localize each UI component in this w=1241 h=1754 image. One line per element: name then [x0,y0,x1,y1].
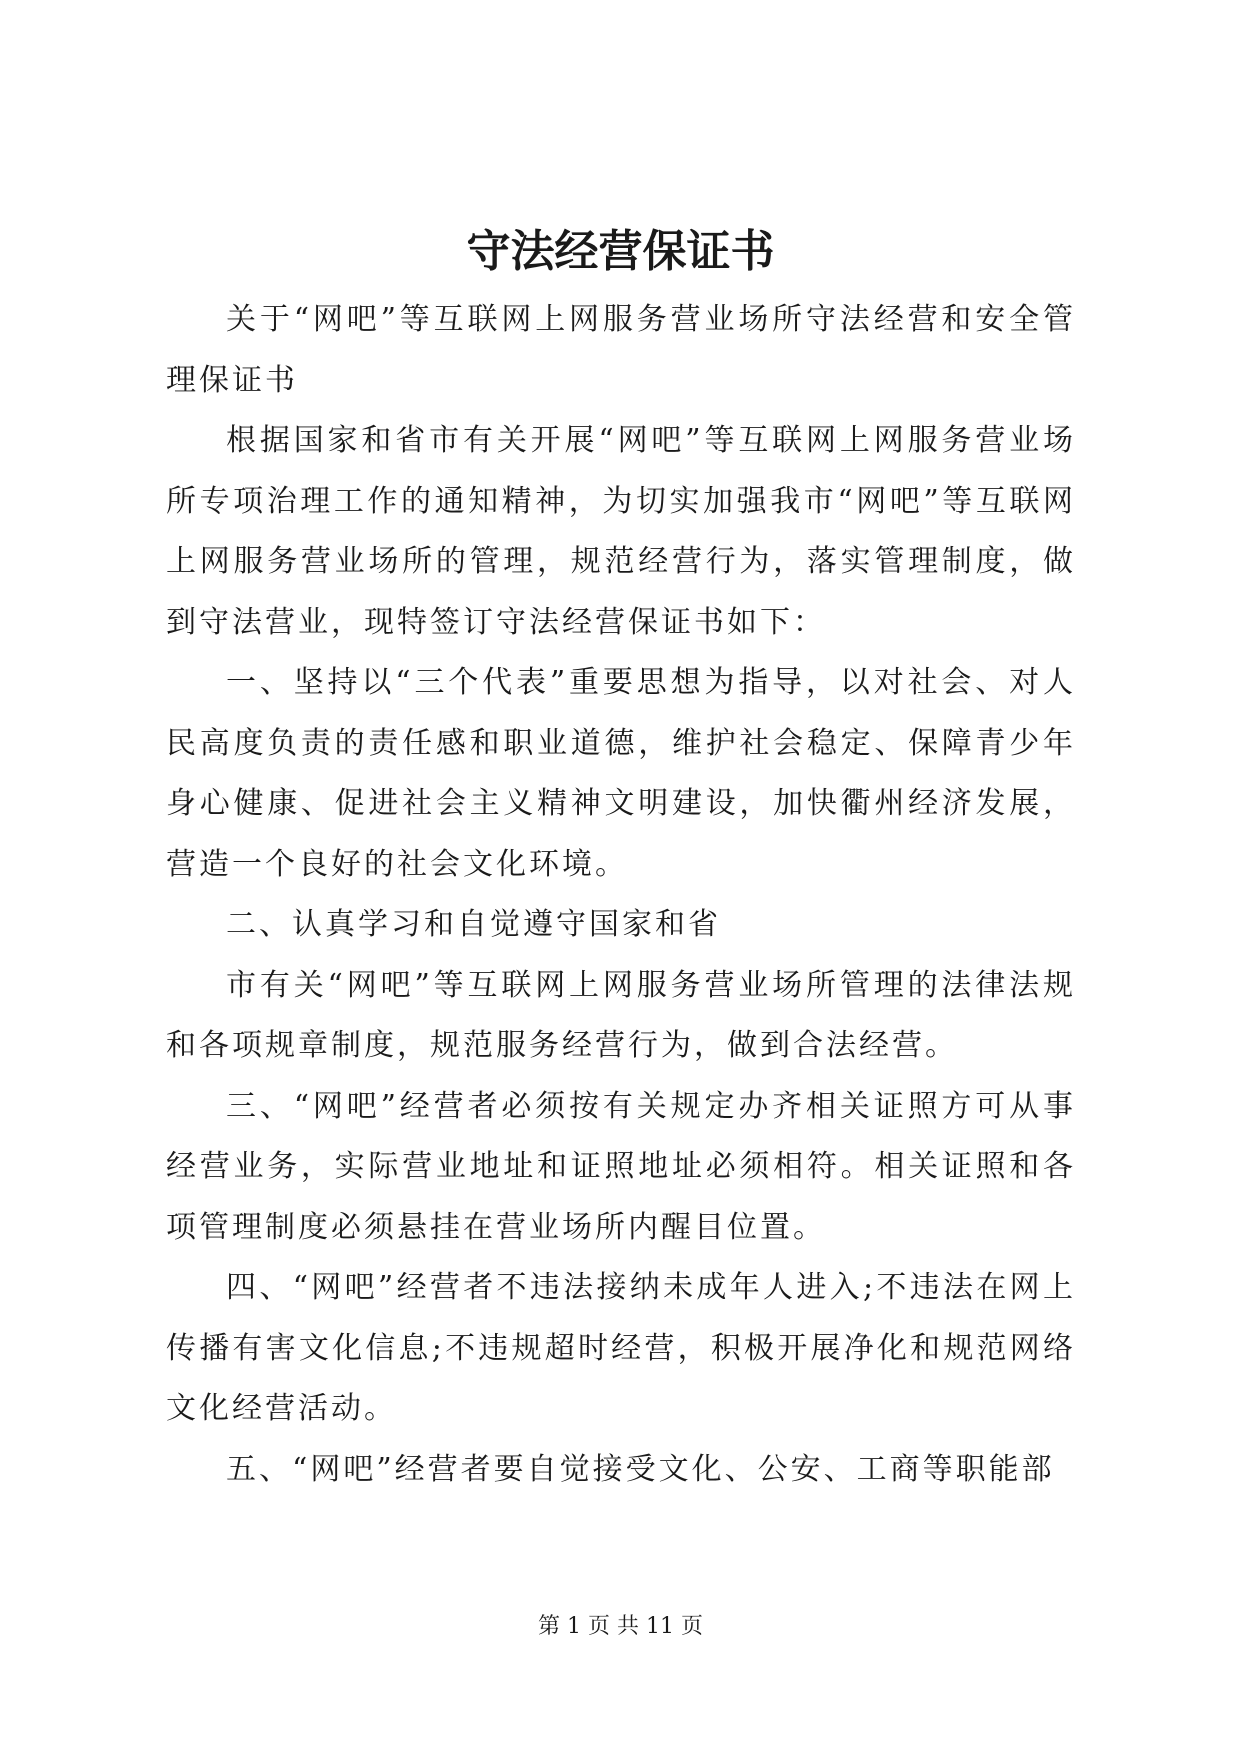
page-number-footer: 第 1 页 共 11 页 [538,1614,703,1639]
paragraph-item-5: 五、“网吧”经营者要自觉接受文化、公安、工商等职能部 [226,1451,1055,1487]
paragraph-item-1: 一、坚持以“三个代表”重要思想为指导，以对社会、对人民高度负责的责任感和职业道德，维护社会稳定、保障青少年身心健康、促进社会主义精神文明建设，加快衢州经济发展，营造一个良好的社会文化环境。 [166,665,1076,882]
document-title: 守法经营保证书 [466,226,775,277]
paragraph-intro: 根据国家和省市有关开展“网吧”等互联网上网服务营业场所专项治理工作的通知精神，为切实加强我市“网吧”等互联网上网服务营业场所的管理，规范经营行为，落实管理制度，做到守法营业，现特签订守法经营保证书如下： [166,423,1076,640]
paragraph-item-4: 四、“网吧”经营者不违法接纳未成年人进入;不违法在网上传播有害文化信息;不违规超时经营，积极开展净化和规范网络文化经营活动。 [166,1270,1076,1426]
paragraph-item-3: 三、“网吧”经营者必须按有关规定办齐相关证照方可从事经营业务，实际营业地址和证照地址必须相符。相关证照和各项管理制度必须悬挂在营业场所内醒目位置。 [166,1088,1076,1245]
document-body [166,290,1076,1500]
paragraph-item-2: 二、认真学习和自觉遵守国家和省 [226,907,721,942]
paragraph-item-2-cont: 市有关“网吧”等互联网上网服务营业场所管理的法律法规和各项规章制度，规范服务经营行为，做到合法经营。 [166,967,1076,1063]
paragraph-heading-line: 关于“网吧”等互联网上网服务营业场所守法经营和安全管理保证书 [166,302,1076,398]
